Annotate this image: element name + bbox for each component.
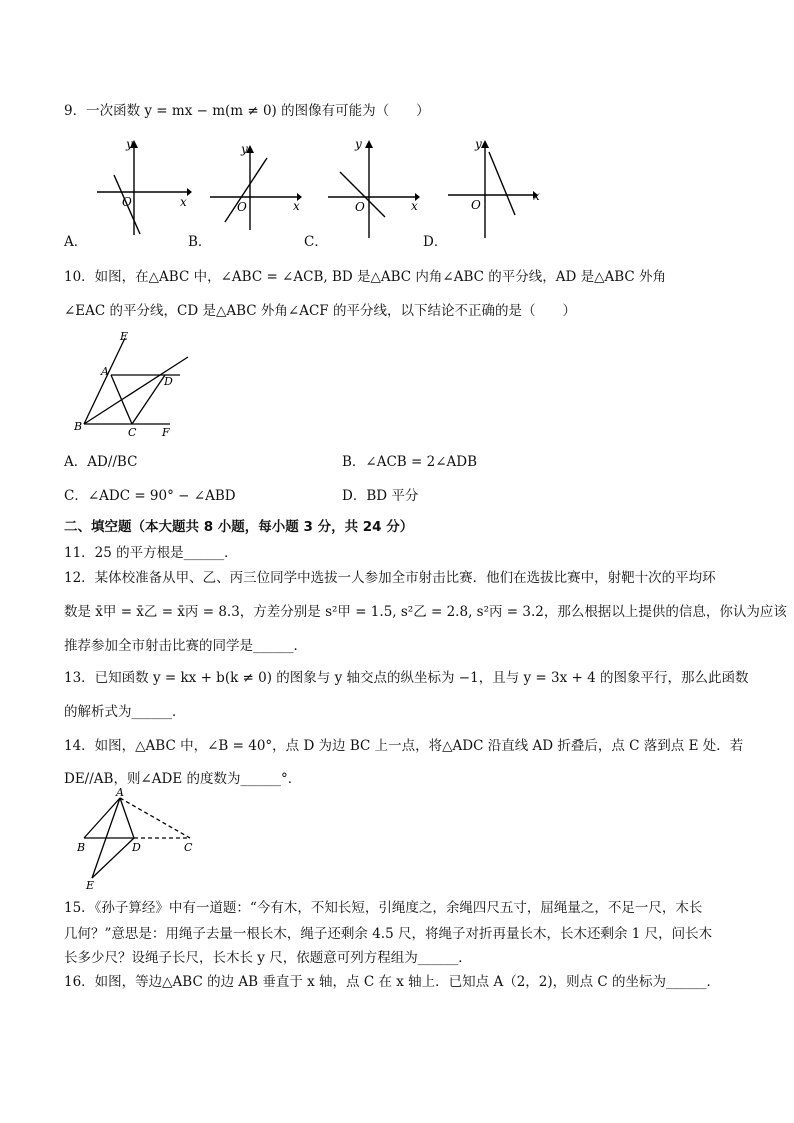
- q15-line1: 15．《孙子算经》中有一道题：“今有木，不知长短，引绳度之，余绳四尺五寸，屈绳量之，不足一尺，木长: [64, 900, 703, 916]
- q9-stem: 9．一次函数 y = mx − m(m ≠ 0) 的图像有可能为（ ）: [64, 103, 430, 119]
- q9-a-y-label: y: [126, 137, 133, 151]
- q12-line3: 推荐参加全市射击比赛的同学是______．: [64, 638, 307, 654]
- q10-stem-line1: 10．如图，在△ABC 中，∠ABC = ∠ACB, BD 是△ABC 内角∠ABC 的平分线，AD 是△ABC 外角: [64, 269, 667, 285]
- q16: 16．如图，等边△ABC 的边 AB 垂直于 x 轴，点 C 在 x 轴上．已知点 A（2，2)，则点 C 的坐标为______．: [64, 974, 721, 990]
- q14-label-a: A: [116, 786, 124, 799]
- q9-b-origin: O: [237, 200, 247, 214]
- q9-option-c: C．: [304, 234, 328, 250]
- q9-a-origin: O: [122, 195, 132, 209]
- q12-line1: 12．某体校准备从甲、乙、丙三位同学中选拔一人参加全市射击比赛．他们在选拔比赛中，射靶十次的平均环: [64, 570, 716, 586]
- q14-label-e: E: [86, 879, 95, 892]
- q9-graph-a: [92, 137, 192, 240]
- q10-option-a: A．AD//BC: [64, 454, 138, 470]
- q15-line2: 几何？”意思是：用绳子去量一根长木，绳子还剩余 4.5 尺，将绳子对折再量长木，长木还剩余 1 尺，问长木: [64, 926, 713, 942]
- q9-option-b: B．: [188, 234, 212, 250]
- q10-label-c: C: [128, 426, 137, 439]
- q9-c-origin: O: [355, 200, 365, 214]
- q10-label-a: A: [101, 365, 109, 378]
- q14-label-b: B: [77, 841, 86, 854]
- q10-option-b: B．∠ACB = 2∠ADB: [342, 454, 478, 470]
- q11: 11．25 的平方根是______．: [64, 545, 238, 561]
- q10-stem-line2: ∠EAC 的平分线，CD 是△ABC 外角∠ACF 的平分线，以下结论不正确的是（ ）: [64, 303, 576, 319]
- q9-d-y-label: y: [475, 137, 482, 151]
- q9-b-x-label: x: [293, 199, 300, 213]
- q9-graph-d: [445, 137, 545, 240]
- q9-d-x-label: x: [533, 189, 540, 203]
- q9-option-a: A．: [64, 234, 88, 250]
- q14-label-d: D: [132, 841, 141, 854]
- q14-figure: [74, 786, 204, 892]
- q12-line2: 数是 x̄甲 = x̄乙 = x̄丙 = 8.3，方差分别是 s²甲 = 1.5, s²乙 = 2.8, s²丙 = 3.2，那么根据以上提供的信息，你认为应该: [64, 604, 787, 620]
- q9-c-y-label: y: [355, 137, 362, 151]
- q10-option-d: D．BD 平分: [342, 488, 419, 504]
- q9-a-x-label: x: [180, 195, 187, 209]
- q9-graph-b: [205, 140, 305, 240]
- q14-line1: 14．如图，△ABC 中，∠B = 40°，点 D 为边 BC 上一点，将△ADC 沿直线 AD 折叠后，点 C 落到点 E 处．若: [64, 738, 744, 754]
- q15-line3: 长多少尺？设绳子长尺，长木长 y 尺，依题意可列方程组为______．: [64, 950, 472, 966]
- q14-line2: DE//AB，则∠ADE 的度数为______°．: [64, 771, 302, 787]
- q10-label-b: B: [74, 420, 83, 433]
- q14-label-c: C: [184, 841, 193, 854]
- q9-b-y-label: y: [241, 142, 248, 156]
- q13-line1: 13．已知函数 y = kx + b(k ≠ 0) 的图象与 y 轴交点的纵坐标为 −1，且与 y = 3x + 4 的图象平行，那么此函数: [64, 670, 749, 686]
- q13-line2: 的解析式为______．: [64, 704, 186, 720]
- q10-label-e: E: [120, 330, 129, 343]
- q10-label-f: F: [162, 426, 170, 439]
- q9-graph-c: [325, 137, 425, 240]
- q9-option-d: D．: [423, 234, 448, 250]
- q10-figure: [70, 330, 210, 440]
- q10-option-c: C．∠ADC = 90° − ∠ABD: [64, 488, 236, 504]
- q9-c-x-label: x: [411, 199, 418, 213]
- section2-title: 二、填空题（本大题共 8 小题，每小题 3 分，共 24 分）: [64, 519, 414, 535]
- q9-d-origin: O: [471, 198, 481, 212]
- q10-label-d: D: [164, 375, 173, 388]
